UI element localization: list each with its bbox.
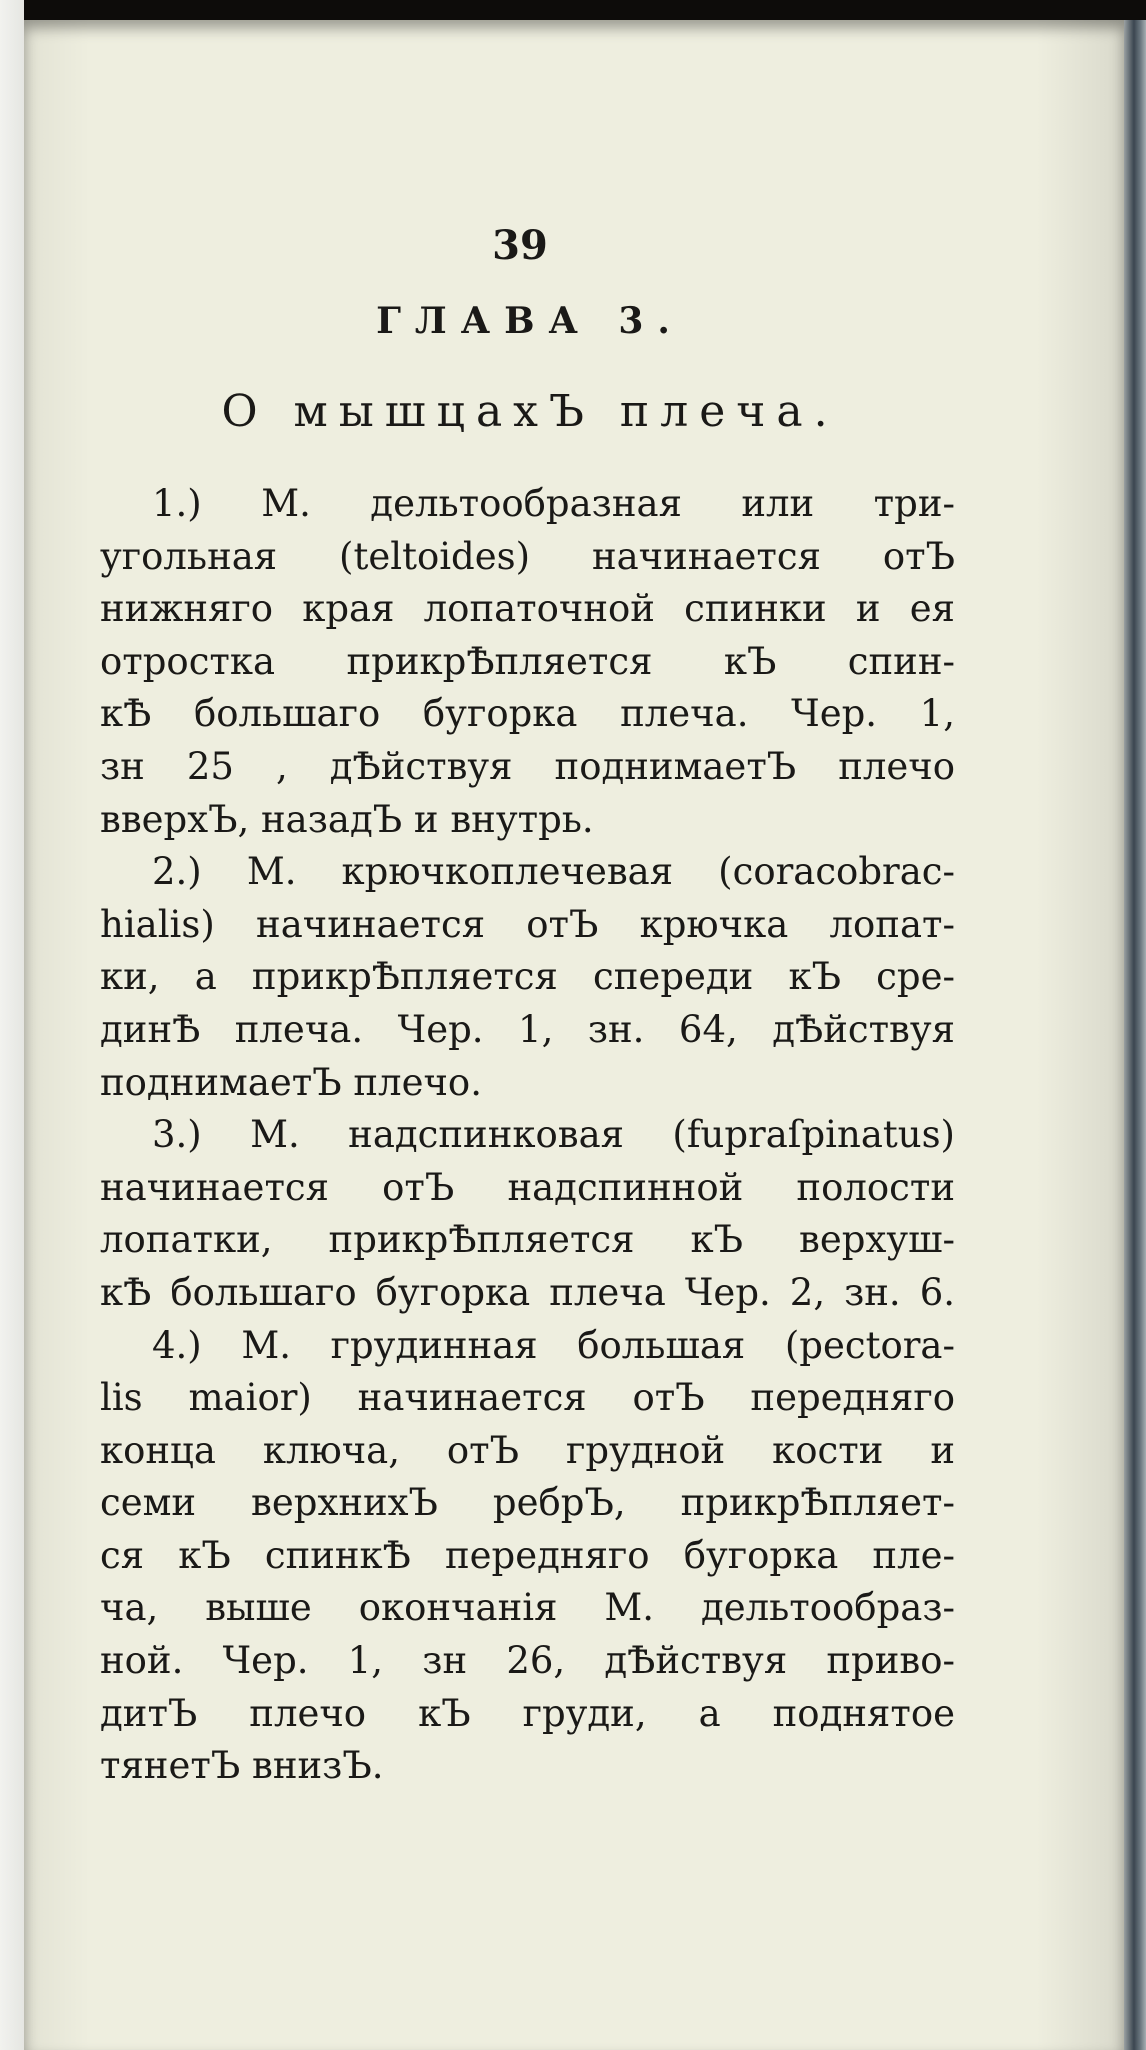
text-line: угольная (teltoides) начинается отЪ: [100, 534, 955, 578]
text-line: lis maior) начинается отЪ передняго: [100, 1376, 955, 1420]
text-line: вверхЪ, назадЪ и внутрь.: [100, 797, 594, 841]
text-line: ся кЪ спинкѢ передняго бугорка пле-: [100, 1533, 955, 1577]
body-text: [100, 478, 955, 1793]
section-title: О мышцахЪ плеча.: [221, 386, 839, 437]
text-line: ча, выше окончанія М. дельтообраз-: [100, 1586, 955, 1630]
text-line: конца ключа, отЪ грудной кости и: [100, 1428, 955, 1472]
text-line: лопатки, прикрѢпляется кЪ верхуш-: [100, 1218, 955, 1262]
text-line: 3.) М. надспинковая (fupraſpinatus): [152, 1113, 955, 1157]
chapter-heading: ГЛАВА 3.: [376, 300, 684, 342]
text-line: ной. Чер. 1, зн 26, дѢйствуя приво-: [100, 1639, 955, 1683]
text-line: начинается отЪ надспинной полости: [100, 1165, 955, 1209]
text-line: дитЪ плечо кЪ груди, а поднятое: [100, 1691, 955, 1735]
text-line: динѢ плеча. Чер. 1, зн. 64, дѢйствуя: [100, 1007, 955, 1051]
scan-left-margin: [0, 0, 24, 2050]
text-line: тянетЪ внизЪ.: [100, 1744, 384, 1788]
text-line: 4.) М. грудинная большая (pectora-: [152, 1323, 955, 1367]
text-line: ки, а прикрѢпляется спереди кЪ сре-: [100, 955, 955, 999]
text-line: кѢ большаго бугорка плеча Чер. 2, зн. 6.: [100, 1270, 955, 1314]
text-line: кѢ большаго бугорка плеча. Чер. 1,: [100, 692, 955, 736]
text-line: 1.) М. дельтообразная или три-: [152, 482, 955, 525]
book-edge: [1124, 20, 1146, 2050]
text-line: поднимаетЪ плечо.: [100, 1060, 482, 1104]
text-line: hialis) начинается отЪ крючка лопат-: [100, 902, 955, 946]
text-line: 2.) М. крючкоплечевая (coracobrac-: [152, 850, 955, 894]
text-line: отростка прикрѢпляется кЪ спин-: [100, 639, 955, 683]
page-number: 39: [492, 222, 548, 269]
text-line: зн 25 , дѢйствуя поднимаетЪ плечо: [100, 744, 955, 788]
text-line: семи верхнихЪ ребрЪ, прикрѢпляет-: [100, 1481, 955, 1525]
text-line: нижняго края лопаточной спинки и ея: [100, 587, 955, 631]
